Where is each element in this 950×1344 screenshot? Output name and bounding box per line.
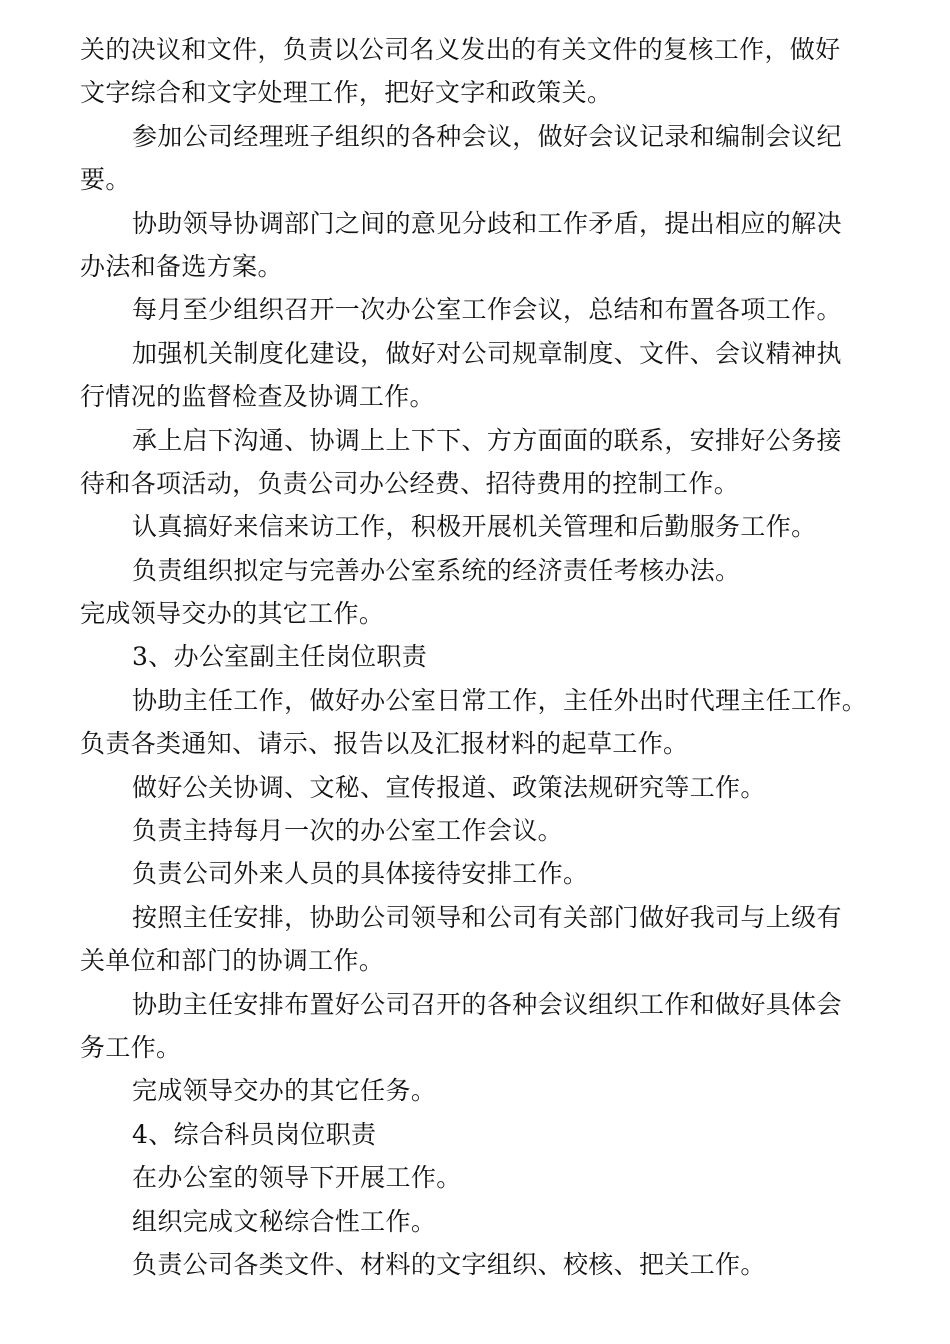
document-body <box>80 28 870 1286</box>
paragraph-line: 加强机关制度化建设，做好对公司规章制度、文件、会议精神执 <box>132 338 842 368</box>
text-line: 行情况的监督检查及协调工作。 <box>80 382 435 412</box>
paragraph-line: 负责公司各类文件、材料的文字组织、校核、把关工作。 <box>132 1249 766 1279</box>
paragraph-line: 做好公关协调、文秘、宣传报道、政策法规研究等工作。 <box>132 772 766 802</box>
text-line: 关的决议和文件，负责以公司名义发出的有关文件的复核工作，做好 <box>80 35 841 64</box>
text-line: 办法和备选方案。 <box>80 251 283 281</box>
section-heading: 4、综合科员岗位职责 <box>132 1119 377 1149</box>
text-line: 完成领导交办的其它工作。 <box>80 599 385 629</box>
section-heading: 3、办公室副主任岗位职责 <box>132 642 428 672</box>
paragraph-line: 参加公司经理班子组织的各种会议，做好会议记录和编制会议纪 <box>132 121 842 151</box>
paragraph-line: 每月至少组织召开一次办公室工作会议，总结和布置各项工作。 <box>132 295 842 325</box>
paragraph-line: 负责组织拟定与完善办公室系统的经济责任考核办法。 <box>132 555 741 585</box>
paragraph-line: 完成领导交办的其它任务。 <box>132 1076 437 1106</box>
paragraph-line: 组织完成文秘综合性工作。 <box>132 1206 437 1236</box>
paragraph-line: 负责公司外来人员的具体接待安排工作。 <box>132 859 589 889</box>
paragraph-line: 在办公室的领导下开展工作。 <box>132 1163 462 1193</box>
text-line: 文字综合和文字处理工作，把好文字和政策关。 <box>80 78 613 108</box>
paragraph-line: 协助主任安排布置好公司召开的各种会议组织工作和做好具体会 <box>132 989 842 1019</box>
text-line: 待和各项活动，负责公司办公经费、招待费用的控制工作。 <box>80 468 740 498</box>
paragraph-line: 协助领导协调部门之间的意见分歧和工作矛盾，提出相应的解决 <box>132 208 842 238</box>
text-line: 负责各类通知、请示、报告以及汇报材料的起草工作。 <box>80 729 689 759</box>
paragraph-line: 协助主任工作，做好办公室日常工作，主任外出时代理主任工作。 <box>132 685 868 715</box>
paragraph-line: 认真搞好来信来访工作，积极开展机关管理和后勤服务工作。 <box>132 512 817 542</box>
text-line: 务工作。 <box>80 1032 182 1062</box>
paragraph-line: 按照主任安排，协助公司领导和公司有关部门做好我司与上级有 <box>132 902 842 932</box>
text-line: 要。 <box>80 165 131 195</box>
text-line: 关单位和部门的协调工作。 <box>80 946 385 976</box>
paragraph-line: 承上启下沟通、协调上上下下、方方面面的联系，安排好公务接 <box>132 425 842 455</box>
paragraph-line: 负责主持每月一次的办公室工作会议。 <box>132 816 563 846</box>
